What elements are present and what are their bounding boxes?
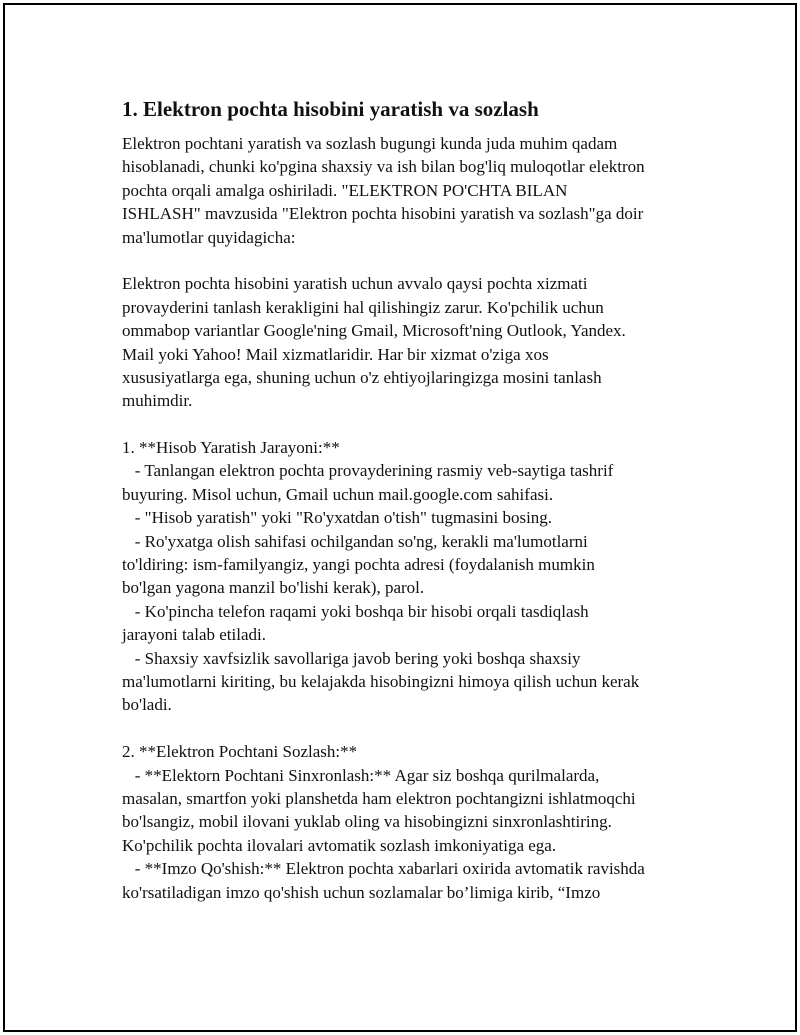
blank-line: [122, 717, 702, 740]
text-line: provayderini tanlash kerakligini hal qilishingiz zarur. Ko'pchilik uchun: [122, 297, 604, 317]
text-line: ISHLASH" mavzusida "Elektron pochta hisobini yaratish va sozlash"ga doir: [122, 204, 644, 224]
text-line: - **Elektorn Pochtani Sinxronlash:** Agar siz boshqa qurilmalarda,: [122, 765, 600, 785]
text-line: jarayoni talab etiladi.: [122, 625, 266, 645]
text-line: xususiyatlarga ega, shuning uchun o'z ehtiyojlaringizga mosini tanlash: [122, 367, 602, 387]
text-line: bo'lgan yagona manzil bo'lishi kerak), parol.: [122, 578, 425, 598]
text-line: 1. **Hisob Yaratish Jarayoni:**: [122, 438, 340, 458]
text-line: Mail yoki Yahoo! Mail xizmatlaridir. Har bir xizmat o'ziga xos: [122, 344, 549, 364]
text-line: - Ro'yxatga olish sahifasi ochilgandan so'ng, kerakli ma'lumotlarni: [122, 531, 588, 551]
blank-line: [122, 249, 702, 272]
text-line: bo'lsangiz, mobil ilovani yuklab oling va hisobingizni sinxronlashtiring.: [122, 812, 612, 832]
text-line: pochta orqali amalga oshiriladi. "ELEKTRON PO'CHTA BILAN: [122, 180, 568, 200]
text-line: - Tanlangan elektron pochta provayderining rasmiy veb-saytiga tashrif: [122, 461, 614, 481]
document-content: [122, 95, 702, 904]
text-line: ma'lumotlar quyidagicha:: [122, 227, 296, 247]
text-line: hisoblanadi, chunki ko'pgina shaxsiy va ish bilan bog'liq muloqotlar elektron: [122, 157, 645, 177]
text-line: - **Imzo Qo'shish:** Elektron pochta xabarlari oxirida avtomatik ravishda: [122, 859, 645, 879]
text-line: ma'lumotlarni kiriting, bu kelajakda hisobingizni himoya qilish uchun kerak: [122, 671, 640, 691]
text-line: - Shaxsiy xavfsizlik savollariga javob bering yoki boshqa shaxsiy: [122, 648, 581, 668]
text-line: ommabop variantlar Google'ning Gmail, Microsoft'ning Outlook, Yandex.: [122, 321, 626, 341]
page-frame: [3, 3, 797, 1032]
text-line: muhimdir.: [122, 391, 193, 411]
text-line: Elektron pochta hisobini yaratish uchun avvalo qaysi pochta xizmati: [122, 274, 588, 294]
document-heading: 1. Elektron pochta hisobini yaratish va sozlash: [122, 97, 539, 121]
text-line: - "Hisob yaratish" yoki "Ro'yxatdan o'tish" tugmasini bosing.: [122, 508, 553, 528]
document-body: [122, 132, 702, 904]
text-line: - Ko'pincha telefon raqami yoki boshqa bir hisobi orqali tasdiqlash: [122, 601, 589, 621]
text-line: Elektron pochtani yaratish va sozlash bugungi kunda juda muhim qadam: [122, 134, 618, 153]
text-line: bo'ladi.: [122, 695, 172, 715]
text-line: 2. **Elektron Pochtani Sozlash:**: [122, 742, 358, 762]
text-line: Ko'pchilik pochta ilovalari avtomatik sozlash imkoniyatiga ega.: [122, 835, 557, 855]
text-line: masalan, smartfon yoki planshetda ham elektron pochtangizni ishlatmoqchi: [122, 788, 636, 808]
text-line: to'ldiring: ism-familyangiz, yangi pochta adresi (foydalanish mumkin: [122, 555, 595, 575]
text-line: ko'rsatiladigan imzo qo'shish uchun sozlamalar bo’limiga kirib, “Imzo: [122, 882, 601, 902]
blank-line: [122, 413, 702, 436]
text-line: buyuring. Misol uchun, Gmail uchun mail.google.com sahifasi.: [122, 484, 554, 504]
